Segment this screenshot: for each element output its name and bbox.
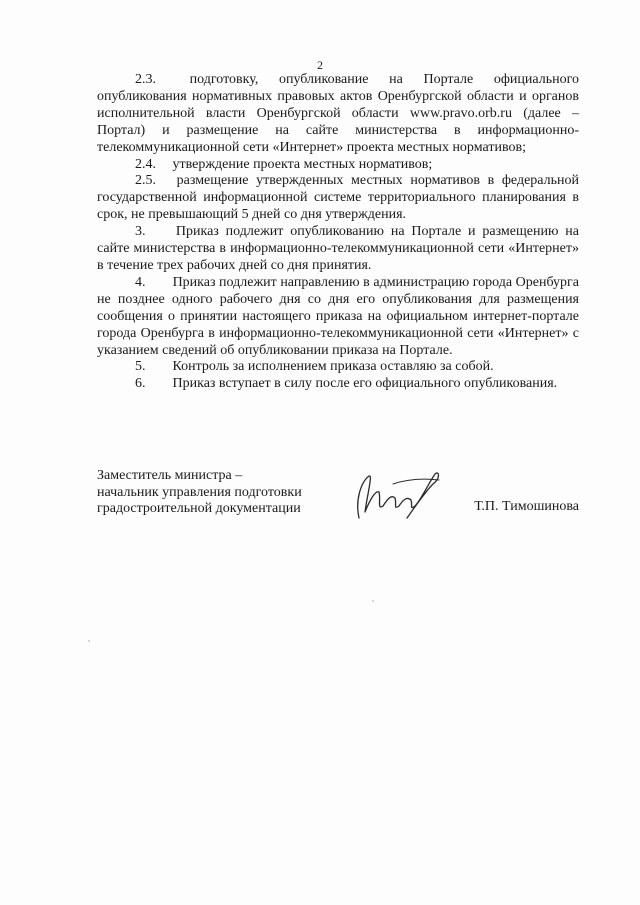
paragraph-2-4 <box>97 157 579 174</box>
scan-speck <box>88 640 90 642</box>
signatory-title-line: начальник управления подготовки <box>97 484 302 500</box>
paragraph-6 <box>97 376 579 393</box>
paragraph-text: размещение утвержденных местных нормативов в федеральной государственной информационной системе территориального планирования в срок, не превышающий 5 дней со дня утверждения. <box>97 173 579 223</box>
handwritten-signature <box>349 460 449 530</box>
paragraph-text: Приказ подлежит направлению в администрацию города Оренбурга не позднее одного рабочего дня со дня его опубликования для размещения сообщения о принятии настоящего приказа на официальном интернет-портале города Оренбурга в информационно-телекоммуникационной сети «Интернет» с указанием сведений об опубликовании приказа на Портале. <box>97 274 579 358</box>
paragraph-number: 5. <box>135 359 146 375</box>
paragraph-number: 3. <box>135 224 146 240</box>
paragraph-2-3 <box>97 72 579 157</box>
paragraph-text: подготовку, опубликование на Портале официального опубликования нормативных правовых актов Оренбургской области и органов исполнительной власти Оренбургской области www.pravo.orb.ru (далее – Портал) и размещение на сайте министерства в информационно-телекоммуникационной сети «Интернет» проекта местных нормативов; <box>97 72 579 155</box>
signature-block <box>97 468 579 528</box>
paragraph-number: 2.5. <box>135 173 156 189</box>
paragraph-text: Приказ подлежит опубликованию на Портале и размещению на сайте министерства в информационно-телекоммуникационной сети «Интернет» в течение трех рабочих дней со дня принятия. <box>97 224 579 273</box>
paragraph-number: 2.4. <box>135 156 156 172</box>
paragraph-4 <box>97 275 579 360</box>
paragraph-5 <box>97 359 579 376</box>
paragraph-number: 4. <box>135 274 146 290</box>
paragraph-3 <box>97 224 579 275</box>
document-body <box>97 72 579 393</box>
paragraph-text: Контроль за исполнением приказа оставляю за собой. <box>172 359 494 375</box>
paragraph-text: утверждение проекта местных нормативов; <box>172 156 433 172</box>
paragraph-2-5 <box>97 173 579 224</box>
paragraph-number: 6. <box>135 376 146 392</box>
scan-speck <box>372 600 374 602</box>
signatory-title-line: градостроительной документации <box>97 501 301 516</box>
signatory-name: Т.П. Тимошинова <box>474 499 579 514</box>
page-number: 2 <box>317 58 323 72</box>
signatory-title-line: Заместитель министра – <box>97 468 243 483</box>
paragraph-text: Приказ вступает в силу после его официального опубликования. <box>172 376 558 392</box>
paragraph-number: 2.3. <box>135 72 156 87</box>
